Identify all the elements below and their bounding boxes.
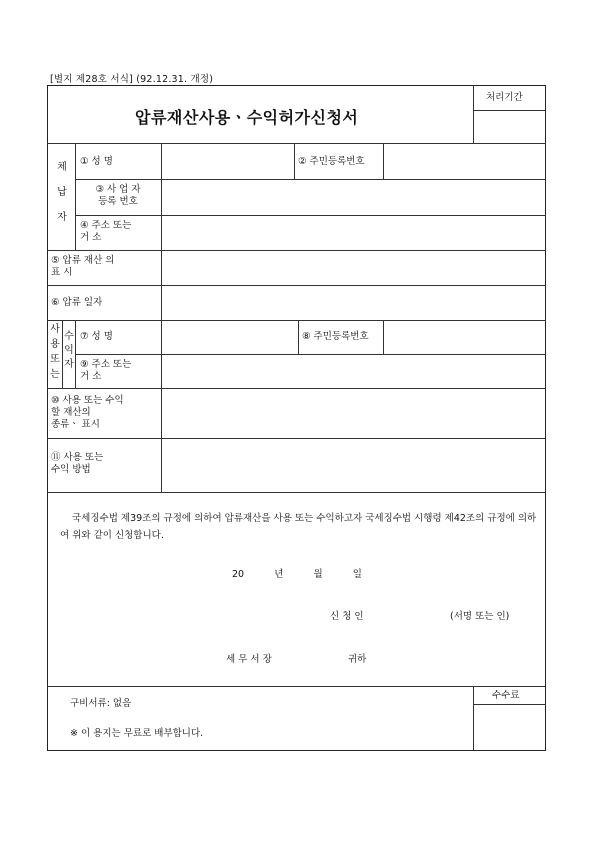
fee-label: 수수료 — [492, 690, 520, 701]
addressee-suffix: 귀하 — [348, 654, 367, 665]
business-no-field[interactable] — [162, 180, 546, 215]
name-label-7: ⑦ 성 명 — [80, 331, 113, 342]
applicant-label: 신 청 인 — [330, 611, 364, 622]
required-documents: 구비서류: 없음 — [70, 698, 132, 709]
use-method-field[interactable] — [162, 439, 546, 492]
user-resident-no-field[interactable] — [384, 321, 546, 354]
fee-stamp-area[interactable] — [474, 705, 546, 751]
seizure-date-label-6: ⑥ 압류 일자 — [51, 297, 103, 308]
user-group-outer-label: 사 용 또 는 — [50, 324, 60, 380]
application-statement: 국세징수법 제39조의 규정에 의하여 압류재산을 사용 또는 수익하고자 국세징수법 시행령 제42조의 규정에 의하여 위와 같이 신청합니다. — [60, 513, 537, 541]
signature-label: (서명 또는 인) — [450, 611, 510, 622]
resident-no-label-2: ② 주민등록번호 — [298, 156, 365, 167]
processing-period-field[interactable] — [474, 111, 546, 143]
user-name-field[interactable] — [162, 321, 298, 354]
applicant-name-field[interactable] — [380, 607, 450, 625]
processing-period-label: 처리기간 — [486, 92, 523, 103]
user-address-field[interactable] — [162, 355, 546, 388]
free-distribution-note: ※ 이 용지는 무료로 배부합니다. — [70, 728, 204, 739]
taxpayer-group-label: 체 납 자 — [57, 162, 67, 223]
business-no-label-3: ③ 사 업 자 등록 번호 — [95, 184, 141, 207]
seizure-date-field[interactable] — [162, 286, 546, 320]
resident-no-label-8: ⑧ 주민등록번호 — [302, 331, 369, 342]
address-label-4: ④ 주소 또는 거 소 — [80, 220, 132, 243]
date-line: 20 년 월 일 — [232, 569, 362, 580]
seized-property-field[interactable] — [162, 251, 546, 285]
use-method-label-11: ⑪ 사용 또는 수익 방법 — [51, 452, 104, 475]
form-number-note: [별지 제28호 서식] (92.12.31. 개정) — [50, 74, 214, 85]
addressee: 세 무 서 장 — [226, 654, 272, 665]
taxpayer-name-field[interactable] — [162, 144, 294, 179]
seized-property-label-5: ⑤ 압류 재산 의 표 시 — [51, 255, 115, 278]
taxpayer-resident-no-field[interactable] — [384, 144, 546, 179]
address-label-9: ⑨ 주소 또는 거 소 — [80, 359, 132, 382]
form-title: 압류재산사용ㆍ수익허가신청서 — [135, 108, 359, 127]
taxpayer-address-field[interactable] — [162, 216, 546, 250]
name-label-1: ① 성 명 — [80, 156, 113, 167]
use-type-label-10: ⑩ 사용 또는 수익 할 재산의 종류ㆍ 표시 — [51, 395, 124, 430]
user-group-inner-label: 수 익 자 — [64, 331, 74, 370]
use-type-field[interactable] — [162, 389, 546, 438]
